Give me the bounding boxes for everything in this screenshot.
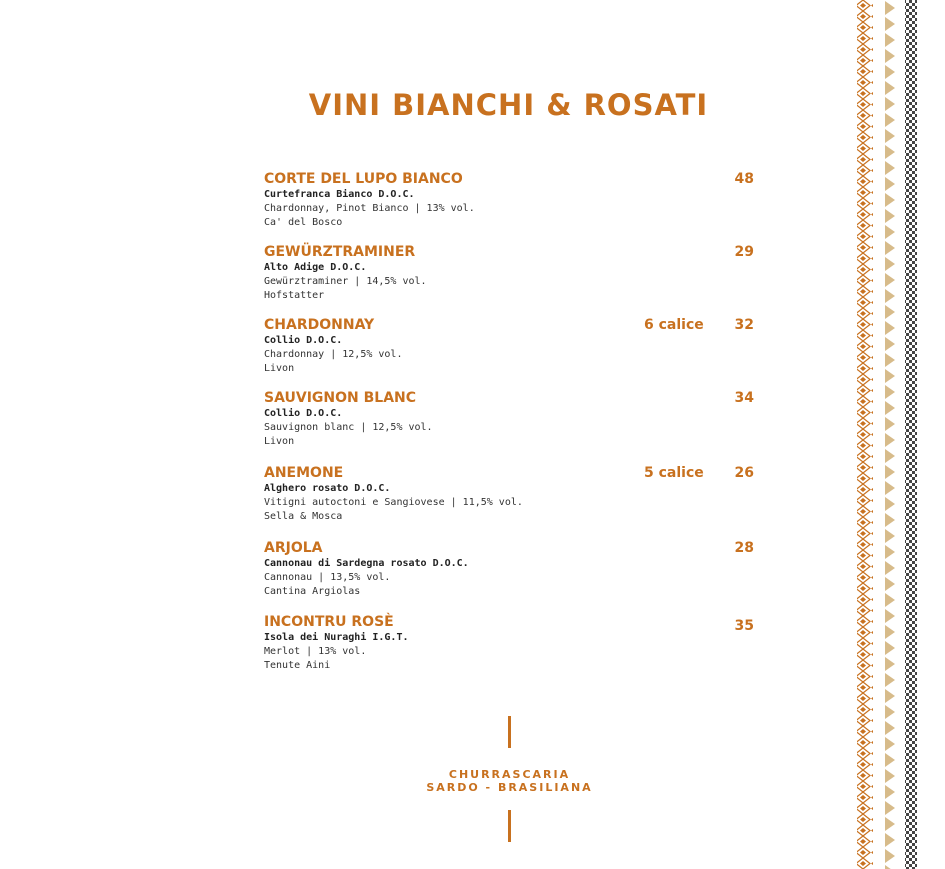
checker-band <box>905 0 917 869</box>
divider-top <box>508 716 511 748</box>
glass-price: 6 calice <box>644 317 704 333</box>
wine-producer: Sella & Mosca <box>264 511 343 522</box>
wine-appellation: Cannonau di Sardegna rosato D.O.C. <box>264 558 469 569</box>
footer-line2: SARDO - BRASILIANA <box>426 781 593 794</box>
wine-name: SAUVIGNON BLANC <box>264 390 417 406</box>
wine-name: ARJOLA <box>264 540 323 556</box>
wine-name: INCONTRU ROSÈ <box>264 614 394 630</box>
wine-name: CHARDONNAY <box>264 317 375 333</box>
wine-details: Chardonnay, Pinot Bianco | 13% vol. <box>264 203 475 214</box>
wine-item <box>264 171 758 230</box>
wine-appellation: Collio D.O.C. <box>264 408 343 419</box>
wine-producer: Hofstatter <box>264 290 325 301</box>
footer-brand <box>0 768 945 794</box>
bottle-price: 35 <box>734 618 754 634</box>
bottle-price: 28 <box>734 540 754 556</box>
wine-name: ANEMONE <box>264 465 344 481</box>
wine-producer: Livon <box>264 363 295 374</box>
bottle-price: 26 <box>734 465 754 481</box>
diamond-band <box>857 0 873 869</box>
page-title: VINI BIANCHI & ROSATI <box>308 88 709 122</box>
wine-item <box>264 244 758 303</box>
wine-appellation: Curtefranca Bianco D.O.C. <box>264 189 415 200</box>
wine-appellation: Collio D.O.C. <box>264 335 343 346</box>
wine-appellation: Alghero rosato D.O.C. <box>264 483 391 494</box>
wine-appellation: Isola dei Nuraghi I.G.T. <box>264 632 409 643</box>
wine-name: GEWÜRZTRAMINER <box>264 244 416 260</box>
wine-producer: Livon <box>264 436 295 447</box>
wine-details: Sauvignon blanc | 12,5% vol. <box>264 422 433 433</box>
glass-price: 5 calice <box>644 465 704 481</box>
wine-name: CORTE DEL LUPO BIANCO <box>264 171 463 187</box>
wine-producer: Tenute Aini <box>264 660 331 671</box>
wine-appellation: Alto Adige D.O.C. <box>264 262 367 273</box>
decorative-border <box>855 0 945 869</box>
wine-item <box>264 465 758 524</box>
wine-producer: Cantina Argiolas <box>264 586 361 597</box>
wine-details: Chardonnay | 12,5% vol. <box>264 349 403 360</box>
wine-details: Gewürztraminer | 14,5% vol. <box>264 276 427 287</box>
wine-item <box>264 317 758 376</box>
wine-details: Cannonau | 13,5% vol. <box>264 572 391 583</box>
triangle-band <box>883 0 897 869</box>
wine-details: Merlot | 13% vol. <box>264 646 367 657</box>
wine-item <box>264 390 758 449</box>
bottle-price: 48 <box>734 171 754 187</box>
footer-line1: CHURRASCARIA <box>448 768 571 781</box>
bottle-price: 32 <box>734 317 754 333</box>
bottle-price: 29 <box>734 244 754 260</box>
bottle-price: 34 <box>734 390 754 406</box>
wine-item <box>264 614 758 673</box>
wine-details: Vitigni autoctoni e Sangiovese | 11,5% vol. <box>264 497 523 508</box>
wine-producer: Ca' del Bosco <box>264 217 343 228</box>
divider-bottom <box>508 810 511 842</box>
wine-item <box>264 540 758 599</box>
